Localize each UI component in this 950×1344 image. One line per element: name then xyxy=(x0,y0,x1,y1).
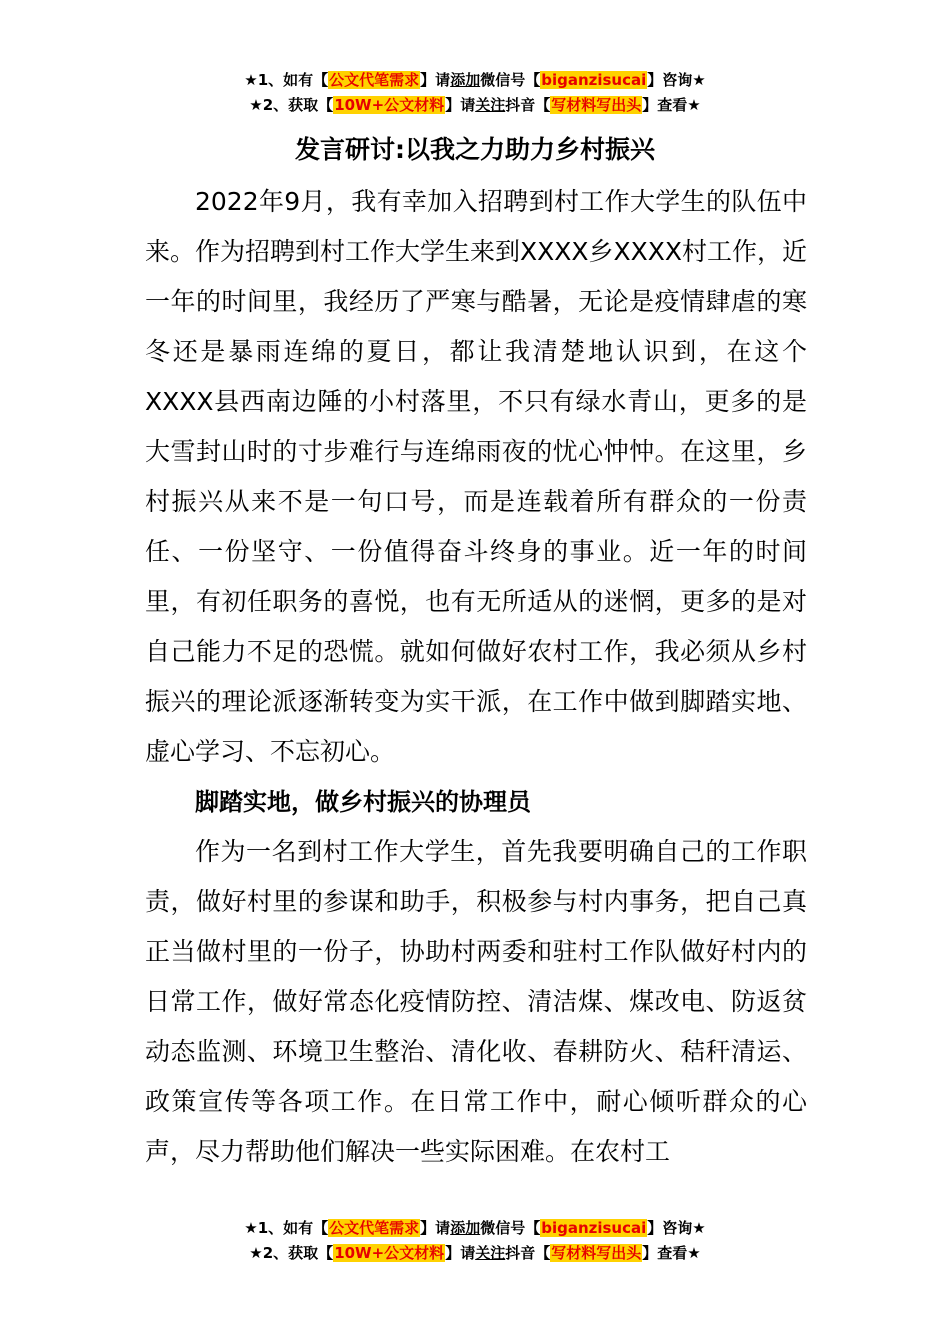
promo-highlight: 10W+公文材料 xyxy=(334,96,445,114)
section-heading: 脚踏实地，做乡村振兴的协理员 xyxy=(195,788,531,816)
promo-text: ★2、获取【 xyxy=(249,96,334,114)
promo-underline: 关注 xyxy=(475,1244,506,1262)
wechat-id-highlight: biganzisucai xyxy=(541,71,647,89)
promo-text: ★1、如有【 xyxy=(244,71,329,89)
promo-banner-top xyxy=(0,68,950,118)
promo-banner-bottom xyxy=(0,1216,950,1266)
promo-text: 微信号【 xyxy=(480,1219,541,1237)
section-paragraph: 作为一名到村工作大学生，首先我要明确自己的工作职责，做好村里的参谋和助手，积极参与村内事务，把自己真正当做村里的一份子，协助村两委和驻村工作队做好村内的日常工作，做好常态化疫情防控、清洁煤、煤改电、防返贫动态监测、环境卫生整治、清化收、春耕防火、秸秆清运、政策宣传等各项工作。在日常工作中，耐心倾听群众的心声，尽力帮助他们解决一些实际困难。在农村工 xyxy=(145,837,807,1166)
wechat-id-highlight: biganzisucai xyxy=(541,1219,647,1237)
douyin-highlight: 写材料写出头 xyxy=(551,96,642,114)
douyin-highlight: 写材料写出头 xyxy=(551,1244,642,1262)
promo-underline: 关注 xyxy=(475,96,506,114)
promo-line-2 xyxy=(0,1241,950,1266)
body-paragraph: 2022年9月，我有幸加入招聘到村工作大学生的队伍中来。作为招聘到村工作大学生来到XXXX乡XXXX村工作，近一年的时间里，我经历了严寒与酷暑，无论是疫情肆虐的寒冬还是暴雨连绵的夏日，都让我清楚地认识到，在这个XXXX县西南边陲的小村落里，不只有绿水青山，更多的是大雪封山时的寸步难行与连绵雨夜的忧心忡忡。在这里，乡村振兴从来不是一句口号，而是连载着所有群众的一份责任、一份坚守、一份值得奋斗终身的事业。近一年的时间里，有初任职务的喜悦，也有无所适从的迷惘，更多的是对自己能力不足的恐慌。就如何做好农村工作，我必须从乡村振兴的理论派逐渐转变为实干派，在工作中做到脚踏实地、虚心学习、不忘初心。 xyxy=(145,187,808,766)
promo-line-2 xyxy=(0,93,950,118)
promo-text: 】咨询★ xyxy=(647,1219,706,1237)
promo-line-1 xyxy=(0,68,950,93)
promo-text: 】请 xyxy=(445,96,476,114)
document-title: 发言研讨:以我之力助力乡村振兴 xyxy=(295,135,655,164)
promo-highlight: 公文代笔需求 xyxy=(329,1219,420,1237)
promo-underline: 添加 xyxy=(450,1219,481,1237)
promo-text: 微信号【 xyxy=(480,71,541,89)
promo-text: 】请 xyxy=(445,1244,476,1262)
promo-text: 】请 xyxy=(420,71,451,89)
promo-text: 】请 xyxy=(420,1219,451,1237)
promo-text: 】查看★ xyxy=(642,1244,701,1262)
promo-underline: 添加 xyxy=(450,71,481,89)
promo-text: ★2、获取【 xyxy=(249,1244,334,1262)
promo-text: ★1、如有【 xyxy=(244,1219,329,1237)
promo-highlight: 10W+公文材料 xyxy=(334,1244,445,1262)
promo-text: 抖音【 xyxy=(505,1244,551,1262)
promo-text: 抖音【 xyxy=(505,96,551,114)
document-body xyxy=(145,177,807,1177)
promo-text: 】咨询★ xyxy=(647,71,706,89)
promo-highlight: 公文代笔需求 xyxy=(329,71,420,89)
promo-text: 】查看★ xyxy=(642,96,701,114)
promo-line-1 xyxy=(0,1216,950,1241)
